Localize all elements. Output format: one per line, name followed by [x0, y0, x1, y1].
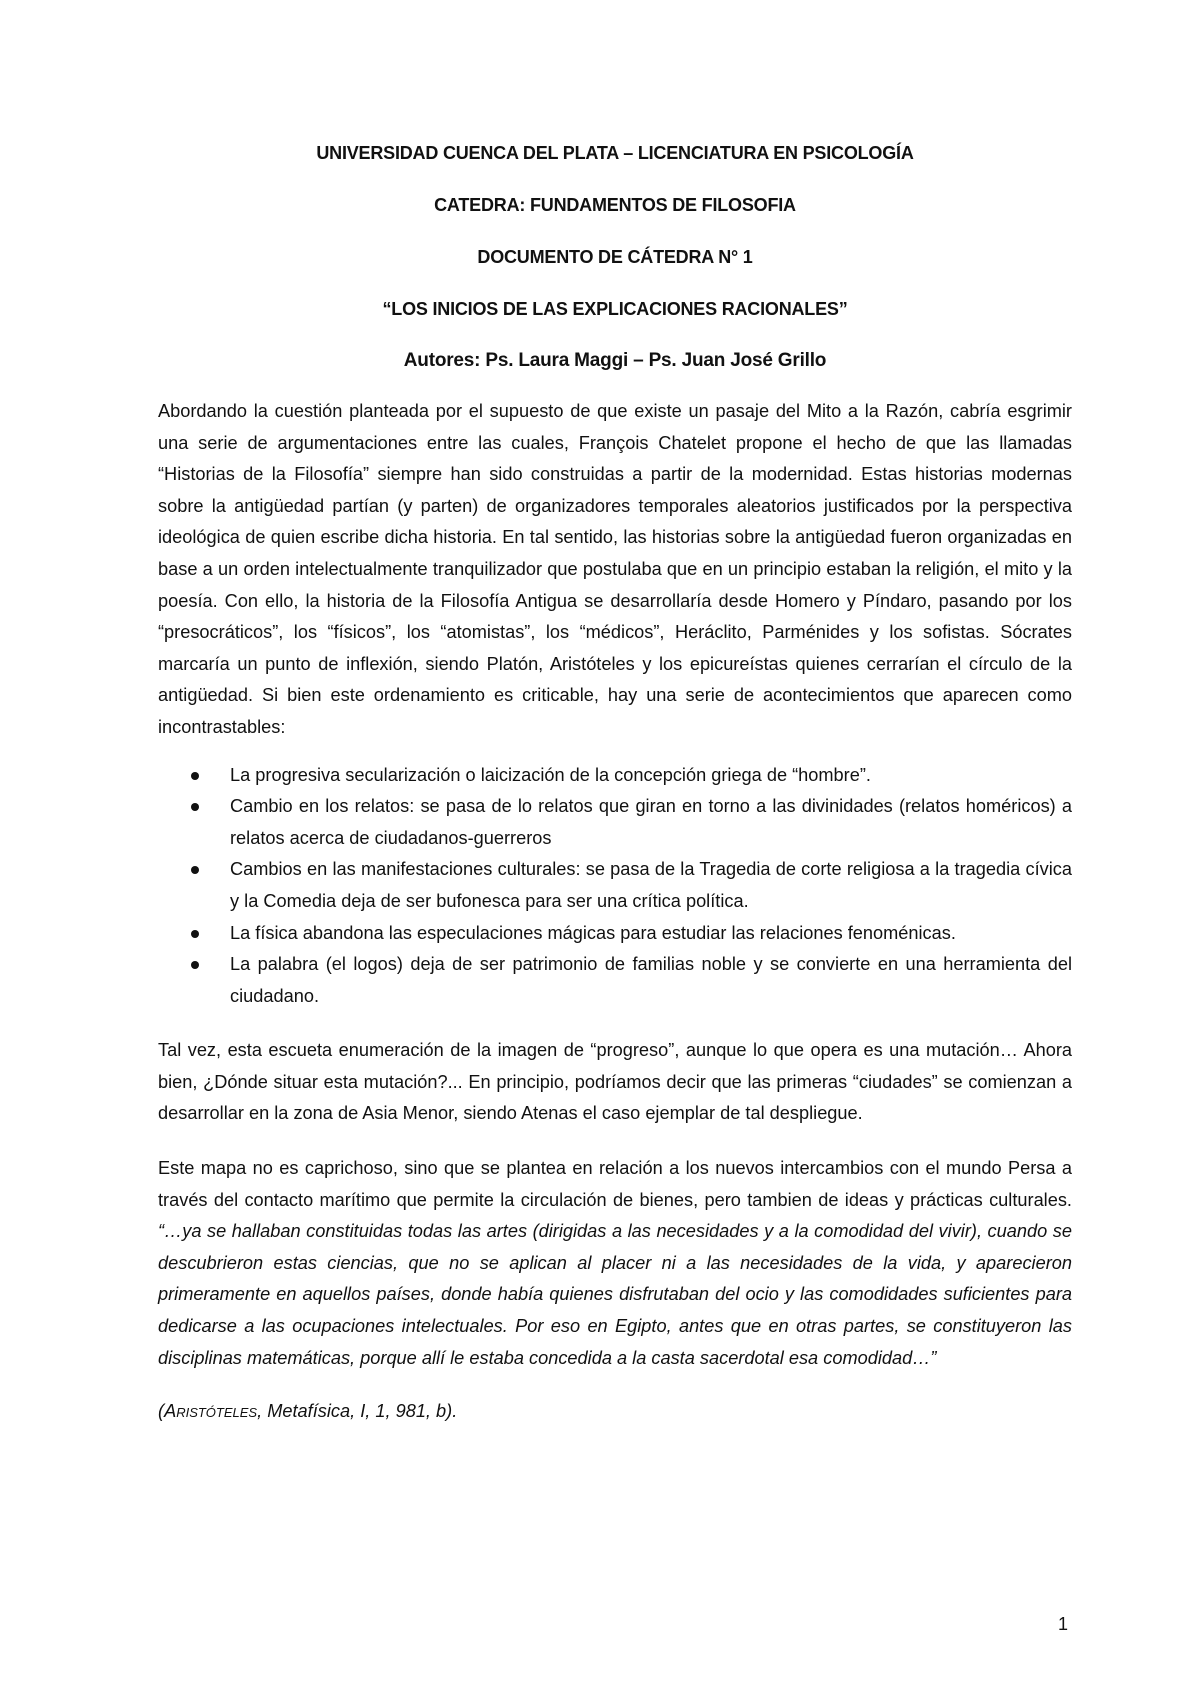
chair-heading: CATEDRA: FUNDAMENTOS DE FILOSOFIA: [434, 195, 796, 215]
list-item-text: La palabra (el logos) deja de ser patrimonio de familias noble y se convierte en una herramienta del ciudadano.: [230, 954, 1072, 1006]
list-item-text: Cambio en los relatos: se pasa de lo relatos que giran en torno a las divinidades (relatos homéricos) a relatos acerca de ciudadanos-guerreros: [230, 796, 1072, 848]
document-title: “LOS INICIOS DE LAS EXPLICACIONES RACIONALES”: [382, 299, 848, 319]
bullet-icon: [191, 961, 199, 969]
citation-open: (: [158, 1401, 165, 1422]
list-item: [158, 918, 1072, 950]
map-paragraph: [158, 1153, 1072, 1374]
document-number-heading: DOCUMENTO DE CÁTEDRA N° 1: [477, 247, 753, 267]
list-item-text: Cambios en las manifestaciones culturales: se pasa de la Tragedia de corte religiosa a la tragedia cívica y la Comedia deja de ser bufonesca para ser una crítica política.: [230, 859, 1072, 911]
bullet-icon: [191, 930, 199, 938]
authors-line: Autores: Ps. Laura Maggi – Ps. Juan José Grillo: [403, 350, 827, 371]
bullet-icon: [191, 866, 199, 874]
mutation-paragraph: Tal vez, esta escueta enumeración de la imagen de “progreso”, aunque lo que opera es una mutación… Ahora bien, ¿Dónde situar esta mutación?... En principio, podríamos decir que las primeras “ciudades” se comienzan a desarrollar en la zona de Asia Menor, siendo Atenas el caso ejemplar de tal despliegue.: [158, 1040, 1072, 1124]
university-heading: UNIVERSIDAD CUENCA DEL PLATA – LICENCIATURA EN PSICOLOGÍA: [316, 143, 914, 163]
bullet-icon: [191, 803, 199, 811]
list-item: [158, 854, 1072, 917]
document-content: [158, 140, 1072, 1428]
citation: [158, 1396, 1072, 1428]
list-item-text: La progresiva secularización o laicización de la concepción griega de “hombre”.: [230, 764, 871, 785]
bullet-icon: [191, 772, 199, 780]
list-item-text: La física abandona las especulaciones mágicas para estudiar las relaciones fenoménicas.: [230, 922, 956, 943]
map-paragraph-lead: Este mapa no es caprichoso, sino que se plantea en relación a los nuevos intercambios con el mundo Persa a través del contacto marítimo que permite la circulación de bienes, pero tambien de ideas y prácticas culturales.: [158, 1158, 1072, 1210]
list-item: [158, 760, 1072, 792]
bullet-list: [158, 760, 1072, 1013]
intro-paragraph: Abordando la cuestión planteada por el supuesto de que existe un pasaje del Mito a la Razón, cabría esgrimir una serie de argumentaciones entre las cuales, François Chatelet propone el hecho de que las llamadas “Historias de la Filosofía” siempre han sido construidas a partir de la modernidad. Estas historias modernas sobre la antigüedad partían (y parten) de organizadores temporales aleatorios justificados por la perspectiva ideológica de quien escribe dicha historia. En tal sentido, las historias sobre la antigüedad fueron organizadas en base a un orden intelectualmente tranquilizador que postulaba que en un principio estaban la religión, el mito y la poesía. Con ello, la historia de la Filosofía Antigua se desarrollaría desde Homero y Píndaro, pasando por los “presocráticos”, los “físicos”, los “atomistas”, los “médicos”, Heráclito, Parménides y los sofistas. Sócrates marcaría un punto de inflexión, siendo Platón, Aristóteles y los epicureístas quienes cerrarían el círculo de la antigüedad. Si bien este ordenamiento es criticable, hay una serie de acontecimientos que aparecen como incontrastables:: [158, 401, 1072, 737]
aristotle-quote: “…ya se hallaban constituidas todas las artes (dirigidas a las necesidades y a la comodidad del vivir), cuando se descubrieron estas ciencias, que no se aplican al placer ni a las necesidades de la vida, y aparecieron primeramente en aquellos países, donde había quienes disfrutaban del ocio y las comodidades suficientes para dedicarse a las ocupaciones intelectuales. Por eso en Egipto, antes que en otras partes, se constituyeron las disciplinas matemáticas, porque allí le estaba concedida a la casta sacerdotal esa comodidad…”: [158, 1221, 1072, 1368]
page-number: 1: [1058, 1614, 1069, 1634]
list-item: [158, 791, 1072, 854]
citation-author: Aristóteles: [164, 1401, 258, 1422]
list-item: [158, 949, 1072, 1012]
citation-rest: , Metafísica, I, 1, 981, b).: [257, 1401, 458, 1422]
